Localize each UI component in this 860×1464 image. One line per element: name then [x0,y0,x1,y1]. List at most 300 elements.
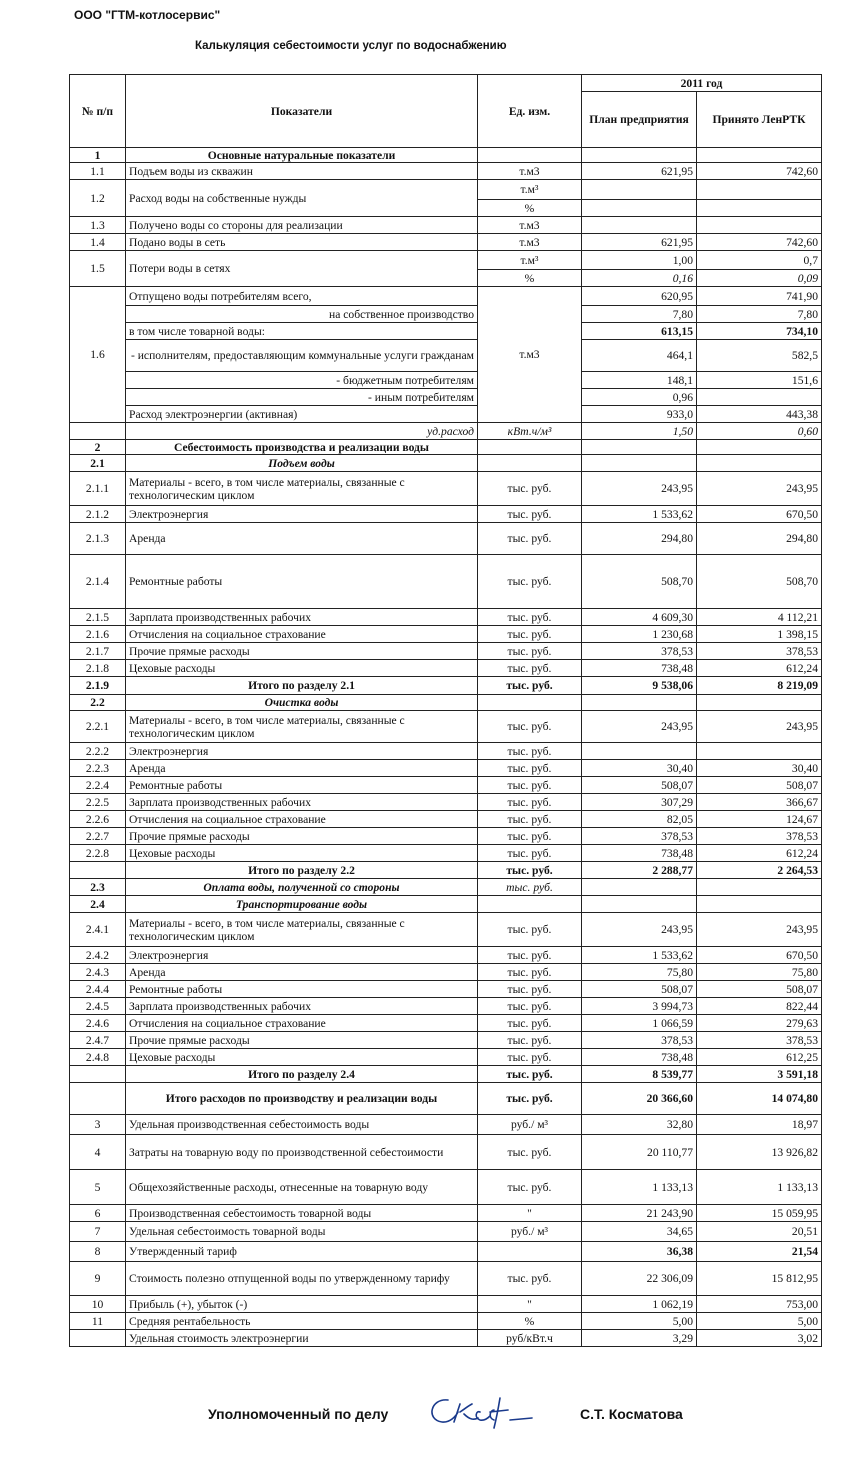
indicator-label: Материалы - всего, в том числе материалы, связанные с технологическим циклом [126,913,478,947]
accepted-value: 15 812,95 [697,1262,822,1296]
table-row [70,1066,822,1083]
plan-value: 32,80 [582,1115,697,1135]
plan-value [582,743,697,760]
plan-value: 933,0 [582,406,697,423]
table-row [70,811,822,828]
indicator-label: Потери воды в сетях [126,251,478,287]
accepted-value: 279,63 [697,1015,822,1032]
row-number [70,1066,126,1083]
plan-value [582,879,697,896]
row-number: 10 [70,1296,126,1313]
unit-cell: " [478,1205,582,1222]
unit-cell: тыс. руб. [478,711,582,743]
handwritten-signature [420,1390,540,1430]
row-number: 2.4.7 [70,1032,126,1049]
unit-cell [478,455,582,472]
unit-cell: тыс. руб. [478,1049,582,1066]
indicator-label: Стоимость полезно отпущенной воды по утвержденному тарифу [126,1262,478,1296]
row-number [70,1083,126,1115]
indicator-label: Цеховые расходы [126,845,478,862]
indicator-label: Прочие прямые расходы [126,643,478,660]
plan-value: 378,53 [582,643,697,660]
row-number: 2.2.5 [70,794,126,811]
plan-value [582,896,697,913]
header-indicators: Показатели [126,75,478,148]
signatory-label: Уполномоченный по делу [208,1406,389,1422]
accepted-value: 30,40 [697,760,822,777]
unit-cell: тыс. руб. [478,1262,582,1296]
table-row [70,1262,822,1296]
row-number: 4 [70,1135,126,1170]
plan-value: 1 533,62 [582,947,697,964]
row-number: 2.1.1 [70,472,126,506]
indicator-label: Итого расходов по производству и реализации воды [126,1083,478,1115]
plan-value: 243,95 [582,711,697,743]
indicator-label: Ремонтные работы [126,981,478,998]
indicator-label: Удельная себестоимость товарной воды [126,1222,478,1242]
indicator-label: Транспортирование воды [126,896,478,913]
unit-cell: тыс. руб. [478,981,582,998]
table-row [70,609,822,626]
unit-cell: тыс. руб. [478,743,582,760]
table-row [70,1032,822,1049]
accepted-value: 13 926,82 [697,1135,822,1170]
table-row [70,217,822,234]
row-number [70,862,126,879]
accepted-value: 378,53 [697,643,822,660]
indicator-label: Ремонтные работы [126,555,478,609]
accepted-value: 753,00 [697,1296,822,1313]
unit-cell: т.м3 [478,234,582,251]
unit-cell: тыс. руб. [478,964,582,981]
plan-value [582,180,697,200]
plan-value: 378,53 [582,1032,697,1049]
accepted-value: 378,53 [697,828,822,845]
row-number: 3 [70,1115,126,1135]
indicator-label: Аренда [126,964,478,981]
table-row [70,1015,822,1032]
accepted-value: 822,44 [697,998,822,1015]
row-number: 2.4 [70,896,126,913]
plan-value: 1 133,13 [582,1170,697,1205]
plan-value: 20 110,77 [582,1135,697,1170]
row-number: 2.2 [70,695,126,711]
plan-value: 464,1 [582,340,697,372]
unit-cell: тыс. руб. [478,643,582,660]
accepted-value: 243,95 [697,472,822,506]
plan-value: 0,16 [582,270,697,287]
table-row [70,1135,822,1170]
unit-cell: тыс. руб. [478,777,582,794]
accepted-value: 508,70 [697,555,822,609]
accepted-value: 741,90 [697,287,822,306]
accepted-value: 612,24 [697,660,822,677]
indicator-label: Подъем воды [126,455,478,472]
indicator-label: уд.расход [126,423,478,440]
unit-cell: тыс. руб. [478,862,582,879]
plan-value: 508,07 [582,777,697,794]
unit-cell: т.м³ [478,251,582,270]
accepted-value: 734,10 [697,323,822,340]
accepted-value: 742,60 [697,163,822,180]
accepted-value: 612,24 [697,845,822,862]
accepted-value: 75,80 [697,964,822,981]
plan-value [582,455,697,472]
accepted-value: 1 398,15 [697,626,822,643]
unit-cell: руб./ м³ [478,1115,582,1135]
unit-cell: руб/кВт.ч [478,1330,582,1347]
table-row [70,180,822,200]
row-number: 2.1 [70,455,126,472]
unit-cell [478,896,582,913]
table-row [70,1222,822,1242]
plan-value: 738,48 [582,845,697,862]
plan-value: 82,05 [582,811,697,828]
indicator-label: Отчисления на социальное страхование [126,1015,478,1032]
table-row [70,695,822,711]
row-number: 2.4.1 [70,913,126,947]
row-number: 2.2.3 [70,760,126,777]
unit-cell: тыс. руб. [478,472,582,506]
indicator-label: Удельная производственная себестоимость воды [126,1115,478,1135]
table-row [70,406,822,423]
row-number: 2.2.4 [70,777,126,794]
indicator-label: Отпущено воды потребителям всего, [126,287,478,306]
unit-cell: руб./ м³ [478,1222,582,1242]
indicator-label: Зарплата производственных рабочих [126,794,478,811]
table-row [70,148,822,163]
indicator-label: Электроэнергия [126,506,478,523]
unit-cell: % [478,1313,582,1330]
table-row [70,1115,822,1135]
row-number: 2.3 [70,879,126,896]
unit-cell: тыс. руб. [478,879,582,896]
accepted-value: 2 264,53 [697,862,822,879]
table-row [70,981,822,998]
indicator-label: Отчисления на социальное страхование [126,811,478,828]
accepted-value [697,389,822,406]
accepted-value: 243,95 [697,711,822,743]
plan-value: 738,48 [582,660,697,677]
table-row [70,555,822,609]
plan-value [582,217,697,234]
table-row [70,743,822,760]
table-row [70,523,822,555]
table-row [70,163,822,180]
row-number: 2.4.6 [70,1015,126,1032]
plan-value: 1 230,68 [582,626,697,643]
accepted-value: 21,54 [697,1242,822,1262]
accepted-value: 742,60 [697,234,822,251]
plan-value: 621,95 [582,234,697,251]
plan-value: 8 539,77 [582,1066,697,1083]
indicator-label: Отчисления на социальное страхование [126,626,478,643]
row-number: 2.1.7 [70,643,126,660]
plan-value: 0,96 [582,389,697,406]
row-number: 9 [70,1262,126,1296]
accepted-value: 4 112,21 [697,609,822,626]
row-number: 2.2.1 [70,711,126,743]
table-row [70,760,822,777]
accepted-value: 378,53 [697,1032,822,1049]
plan-value: 20 366,60 [582,1083,697,1115]
table-row [70,862,822,879]
row-number: 2.2.2 [70,743,126,760]
plan-value: 30,40 [582,760,697,777]
accepted-value [697,148,822,163]
indicator-label: Средняя рентабельность [126,1313,478,1330]
accepted-value: 582,5 [697,340,822,372]
plan-value: 3 994,73 [582,998,697,1015]
indicator-label: Подано воды в сеть [126,234,478,251]
unit-cell: тыс. руб. [478,1170,582,1205]
accepted-value: 670,50 [697,506,822,523]
indicator-label: Прочие прямые расходы [126,1032,478,1049]
unit-cell: тыс. руб. [478,677,582,695]
plan-value [582,695,697,711]
table-row [70,234,822,251]
document-title: Калькуляция себестоимости услуг по водоснабжению [195,40,507,52]
plan-value: 4 609,30 [582,609,697,626]
plan-value: 1,50 [582,423,697,440]
accepted-value: 3,02 [697,1330,822,1347]
plan-value: 7,80 [582,306,697,323]
plan-value: 3,29 [582,1330,697,1347]
plan-value: 1 062,19 [582,1296,697,1313]
plan-value: 613,15 [582,323,697,340]
plan-value: 1,00 [582,251,697,270]
plan-value [582,148,697,163]
plan-value: 508,70 [582,555,697,609]
accepted-value [697,896,822,913]
plan-value: 36,38 [582,1242,697,1262]
indicator-label: Оплата воды, полученной со стороны [126,879,478,896]
table-row [70,964,822,981]
indicator-label: Цеховые расходы [126,660,478,677]
row-number: 7 [70,1222,126,1242]
row-number: 2.4.3 [70,964,126,981]
indicator-label: Аренда [126,760,478,777]
table-row [70,998,822,1015]
unit-cell: тыс. руб. [478,506,582,523]
plan-value: 621,95 [582,163,697,180]
indicator-label: Зарплата производственных рабочих [126,609,478,626]
table-row [70,1170,822,1205]
plan-value: 738,48 [582,1049,697,1066]
header-accepted: Принято ЛенРТК [697,92,822,148]
unit-cell: т.м3 [478,163,582,180]
table-row [70,440,822,455]
indicator-label: Расход электроэнергии (активная) [126,406,478,423]
accepted-value: 670,50 [697,947,822,964]
unit-cell: тыс. руб. [478,947,582,964]
accepted-value: 8 219,09 [697,677,822,695]
row-number: 2 [70,440,126,455]
plan-value: 2 288,77 [582,862,697,879]
accepted-value: 7,80 [697,306,822,323]
unit-cell [478,695,582,711]
indicator-label: Очистка воды [126,695,478,711]
indicator-label: Общехозяйственные расходы, отнесенные на товарную воду [126,1170,478,1205]
indicator-label: - исполнителям, предоставляющим коммунальные услуги гражданам [126,340,478,372]
signatory-name: С.Т. Косматова [580,1406,683,1422]
plan-value: 307,29 [582,794,697,811]
unit-cell: тыс. руб. [478,1066,582,1083]
table-row [70,1296,822,1313]
row-number: 2.4.2 [70,947,126,964]
unit-cell: тыс. руб. [478,811,582,828]
table-row [70,794,822,811]
unit-cell: тыс. руб. [478,1015,582,1032]
indicator-label: Основные натуральные показатели [126,148,478,163]
row-number: 2.4.5 [70,998,126,1015]
unit-cell: тыс. руб. [478,845,582,862]
unit-cell: т.м³ [478,180,582,200]
table-row [70,845,822,862]
accepted-value: 243,95 [697,913,822,947]
indicator-label: Расход воды на собственные нужды [126,180,478,217]
table-row [70,643,822,660]
indicator-label: Себестоимость производства и реализации воды [126,440,478,455]
organization-name: ООО "ГТМ-котлосервис" [74,8,221,22]
unit-cell: тыс. руб. [478,555,582,609]
indicator-label: Итого по разделу 2.4 [126,1066,478,1083]
table-row [70,306,822,323]
row-number: 2.1.8 [70,660,126,677]
plan-value: 243,95 [582,913,697,947]
unit-cell [478,148,582,163]
plan-value [582,440,697,455]
indicator-label: Утвержденный тариф [126,1242,478,1262]
unit-cell: тыс. руб. [478,609,582,626]
unit-cell: % [478,200,582,217]
indicator-label: Затраты на товарную воду по производственной себестоимости [126,1135,478,1170]
indicator-label: Аренда [126,523,478,555]
accepted-value: 612,25 [697,1049,822,1066]
row-number: 2.1.9 [70,677,126,695]
plan-value: 508,07 [582,981,697,998]
plan-value: 620,95 [582,287,697,306]
accepted-value: 508,07 [697,981,822,998]
indicator-label: Цеховые расходы [126,1049,478,1066]
table-row [70,323,822,340]
accepted-value: 14 074,80 [697,1083,822,1115]
accepted-value [697,743,822,760]
indicator-label: - бюджетным потребителям [126,372,478,389]
accepted-value: 0,60 [697,423,822,440]
row-number: 2.1.5 [70,609,126,626]
unit-cell: т.м3 [478,217,582,234]
table-row [70,1242,822,1262]
table-row [70,340,822,372]
plan-value: 5,00 [582,1313,697,1330]
indicator-label: - иным потребителям [126,389,478,406]
accepted-value [697,455,822,472]
accepted-value: 15 059,95 [697,1205,822,1222]
table-row [70,828,822,845]
unit-cell: тыс. руб. [478,626,582,643]
row-number: 1.2 [70,180,126,217]
accepted-value: 0,7 [697,251,822,270]
table-row [70,913,822,947]
row-number: 2.1.2 [70,506,126,523]
unit-cell: кВт.ч/м³ [478,423,582,440]
row-number: 1 [70,148,126,163]
table-row [70,1049,822,1066]
accepted-value: 0,09 [697,270,822,287]
row-number: 2.4.4 [70,981,126,998]
table-row [70,472,822,506]
row-number: 1.6 [70,287,126,423]
row-number: 6 [70,1205,126,1222]
header-num: № п/п [70,75,126,148]
unit-cell: тыс. руб. [478,660,582,677]
table-row [70,947,822,964]
table-row [70,455,822,472]
accepted-value: 3 591,18 [697,1066,822,1083]
row-number: 2.1.4 [70,555,126,609]
calculation-table [69,74,822,1347]
indicator-label: Производственная себестоимость товарной воды [126,1205,478,1222]
header-unit: Ед. изм. [478,75,582,148]
row-number: 2.1.3 [70,523,126,555]
plan-value: 243,95 [582,472,697,506]
table-row [70,626,822,643]
accepted-value [697,217,822,234]
indicator-label: Итого по разделу 2.2 [126,862,478,879]
table-row [70,777,822,794]
table-row [70,1083,822,1115]
indicator-label: Электроэнергия [126,743,478,760]
table-row [70,711,822,743]
plan-value: 294,80 [582,523,697,555]
plan-value: 22 306,09 [582,1262,697,1296]
row-number: 2.2.6 [70,811,126,828]
unit-cell: " [478,1296,582,1313]
indicator-label: Итого по разделу 2.1 [126,677,478,695]
row-number [70,1330,126,1347]
unit-cell: т.м3 [478,287,582,423]
plan-value: 148,1 [582,372,697,389]
accepted-value: 18,97 [697,1115,822,1135]
plan-value: 34,65 [582,1222,697,1242]
unit-cell [478,1242,582,1262]
row-number: 1.3 [70,217,126,234]
row-number: 5 [70,1170,126,1205]
accepted-value: 443,38 [697,406,822,423]
unit-cell [478,440,582,455]
accepted-value: 20,51 [697,1222,822,1242]
unit-cell: тыс. руб. [478,1032,582,1049]
table-row [70,423,822,440]
accepted-value: 508,07 [697,777,822,794]
row-number: 2.1.6 [70,626,126,643]
header-year: 2011 год [582,75,822,92]
indicator-label: в том числе товарной воды: [126,323,478,340]
indicator-label: Удельная стоимость электроэнергии [126,1330,478,1347]
table-row [70,372,822,389]
unit-cell: тыс. руб. [478,794,582,811]
indicator-label: Ремонтные работы [126,777,478,794]
table-row [70,389,822,406]
indicator-label: Подъем воды из скважин [126,163,478,180]
accepted-value [697,695,822,711]
indicator-label: Прибыль (+), убыток (-) [126,1296,478,1313]
unit-cell: тыс. руб. [478,1135,582,1170]
indicator-label: Электроэнергия [126,947,478,964]
unit-cell: тыс. руб. [478,998,582,1015]
table-row [70,287,822,306]
